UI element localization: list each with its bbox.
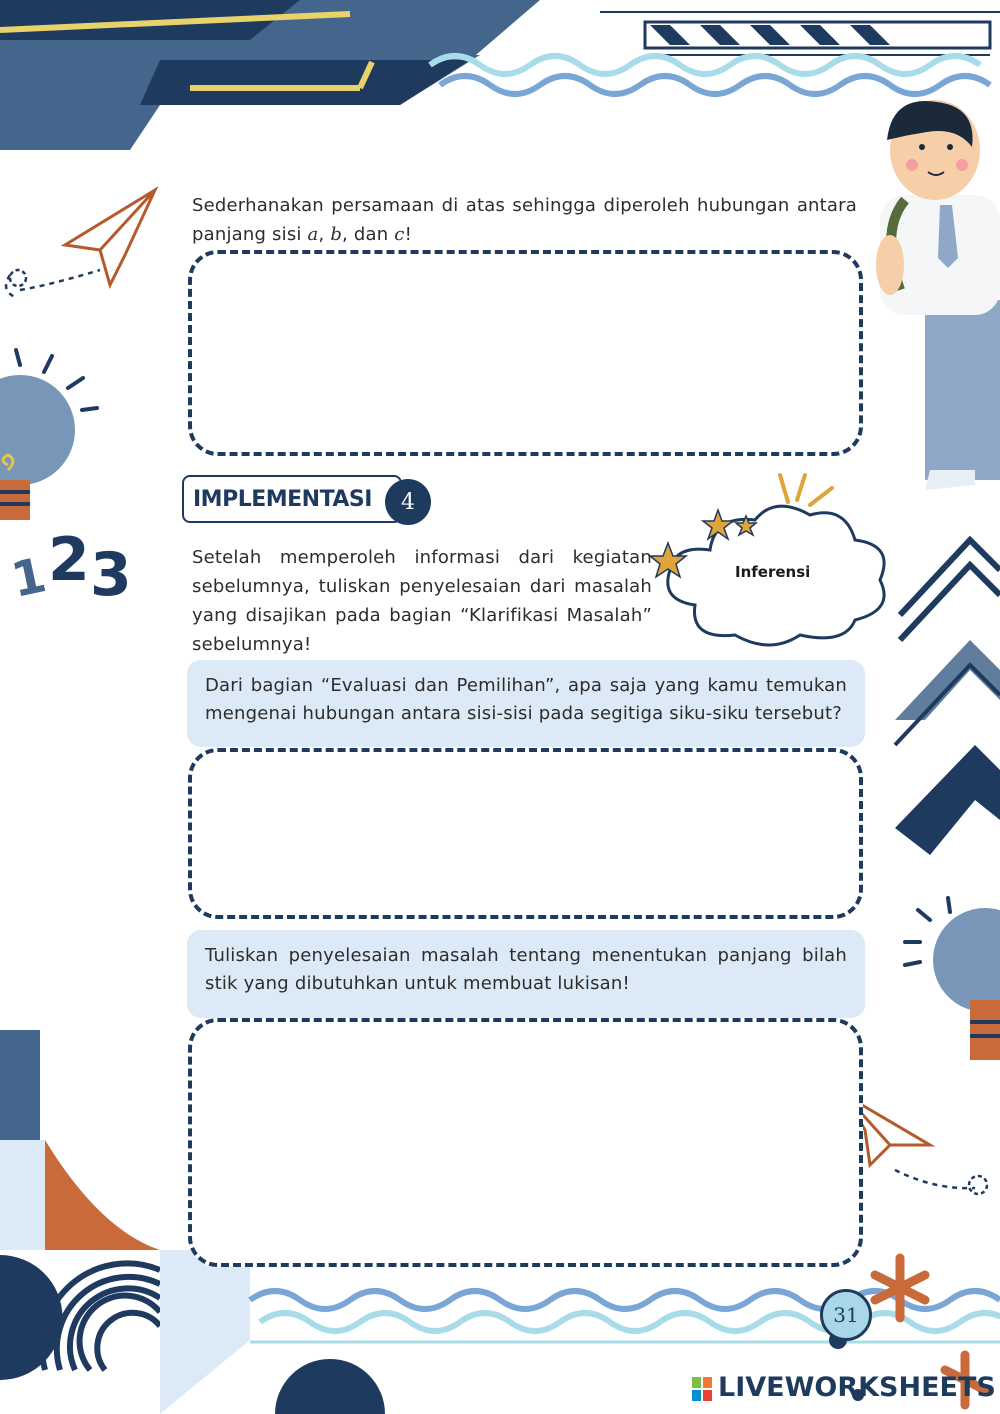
question-box-2: Tuliskan penyelesaian masalah tentang menentukan panjang bilah stik yang dibutuhkan untuk membuat lukisan! xyxy=(187,930,865,1018)
var-c: c xyxy=(394,224,405,245)
decor-digit-1: 1 xyxy=(6,547,51,609)
intro-line-1: Sederhanakan persamaan di atas sehingga diperoleh hubungan antara xyxy=(192,195,857,216)
brand-logo-icon xyxy=(692,1377,712,1401)
implementasi-paragraph: Setelah memperoleh informasi dari kegiatan sebelumnya, tuliskan penyelesaian dari masalah yang disajikan pada bagian “Klarifikasi Masalah” sebelumnya! xyxy=(192,547,652,655)
answer-box-1[interactable] xyxy=(188,250,863,456)
intro-line-2 xyxy=(192,220,857,249)
answer-box-3[interactable] xyxy=(188,1018,863,1267)
var-b: b xyxy=(330,224,343,245)
intro-line-2-suffix: ! xyxy=(404,224,412,245)
section-badge xyxy=(182,475,402,523)
section-number: 4 xyxy=(385,479,431,525)
answer-box-2[interactable] xyxy=(188,748,863,919)
brand-name: LIVEWORKSHEETS xyxy=(718,1372,996,1403)
conj: dan xyxy=(353,224,389,245)
page-number: 31 xyxy=(820,1289,872,1341)
inferensi-tag: Inferensi xyxy=(735,563,811,581)
question-box-1: Dari bagian “Evaluasi dan Pemilihan”, apa saja yang kamu temukan mengenai hubungan antara sisi-sisi pada segitiga siku-siku tersebut? xyxy=(187,660,865,747)
intro-line-2-prefix: panjang sisi xyxy=(192,224,308,245)
var-a: a xyxy=(307,224,319,245)
decor-digit-3: 3 xyxy=(90,540,132,610)
comma: , xyxy=(318,224,331,245)
decor-digits xyxy=(8,520,138,615)
section-title: IMPLEMENTASI xyxy=(193,487,372,512)
comma: , xyxy=(342,224,354,245)
intro-paragraph xyxy=(192,191,857,249)
decor-digit-2: 2 xyxy=(48,525,90,595)
